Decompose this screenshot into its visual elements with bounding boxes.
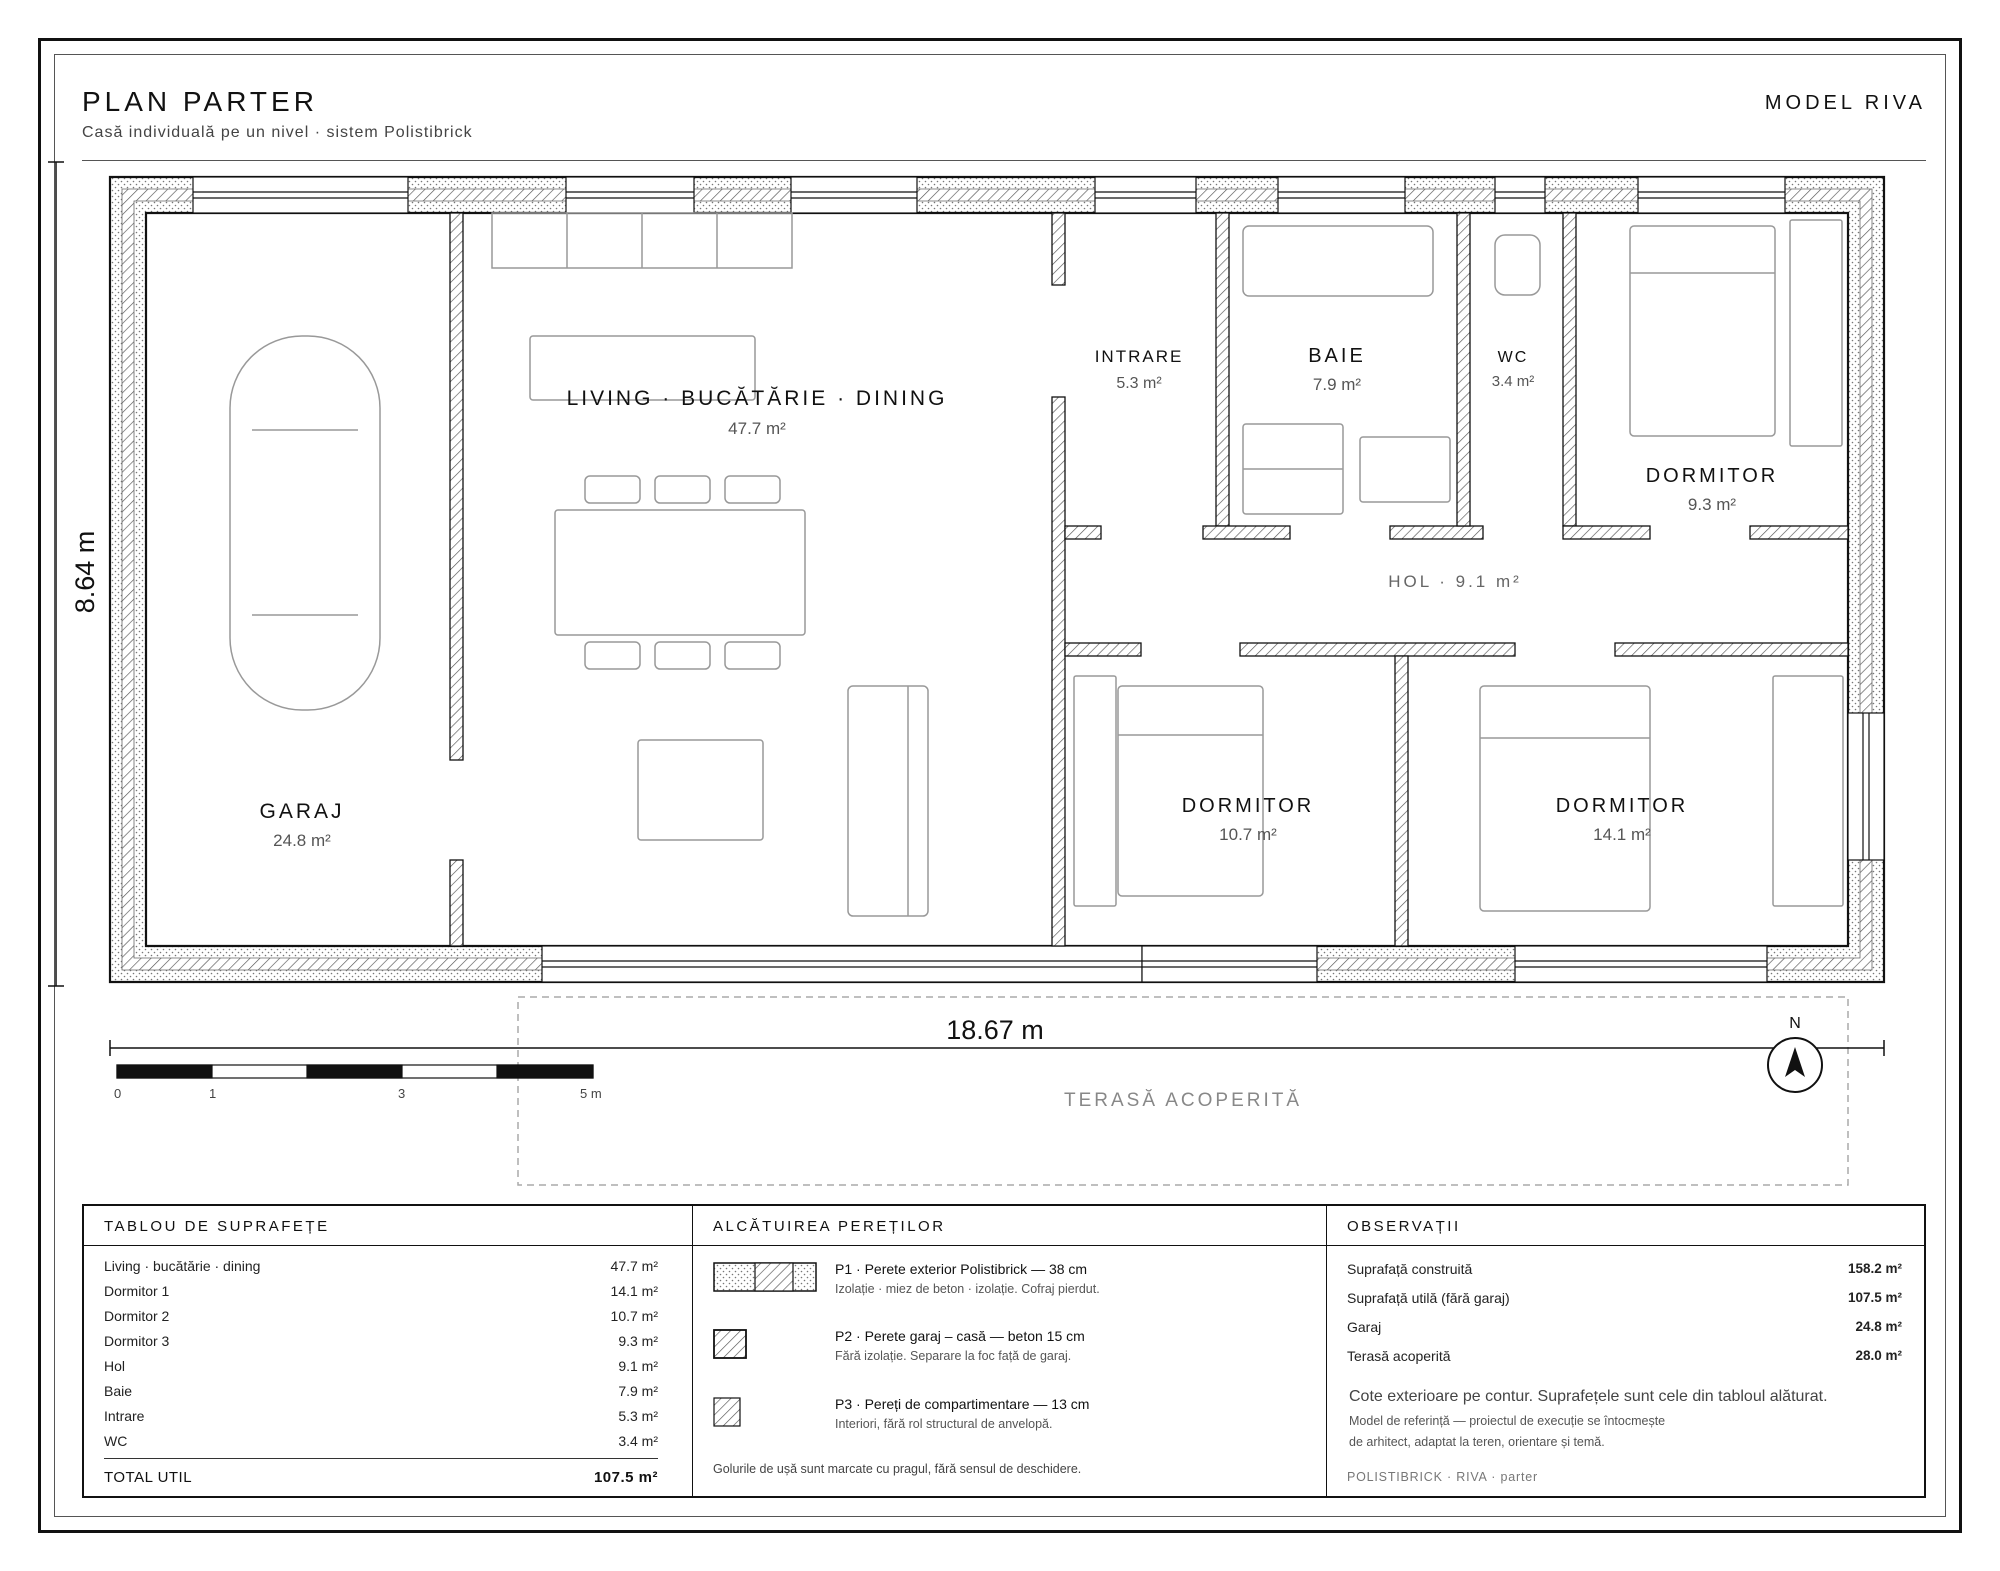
room-area-dormitor-1: 14.1 m²: [1593, 825, 1651, 844]
room-area-dormitor-2: 10.7 m²: [1219, 825, 1277, 844]
dimension-lines: [48, 162, 1884, 1056]
row-name: Living · bucătărie · dining: [104, 1258, 261, 1274]
room-area-dormitor-3: 9.3 m²: [1687, 495, 1737, 514]
row-name: Dormitor 2: [104, 1308, 170, 1324]
room-area-baie: 7.9 m²: [1312, 375, 1362, 394]
row-value: 9.3 m²: [618, 1333, 658, 1349]
wall-swatch-p1: [713, 1261, 817, 1293]
room-name-dormitor-1: DORMITOR: [1555, 795, 1689, 817]
room-area-wc: 3.4 m²: [1491, 373, 1535, 390]
scale-bar: [117, 1065, 593, 1078]
info-tables: [82, 1204, 1926, 1498]
area-table-rows: [104, 1258, 658, 1458]
room-label-hol: HOL · 9.1 m²: [1388, 572, 1522, 591]
north-label: N: [1789, 1015, 1801, 1032]
north-arrow-icon: [1768, 1038, 1822, 1092]
model-name: MODEL RIVA: [1764, 92, 1926, 114]
row-name: Suprafață utilă (fără garaj): [1347, 1290, 1510, 1306]
table-row: [104, 1283, 658, 1308]
row-name: Dormitor 1: [104, 1283, 170, 1299]
dimension-width: 18.67 m: [946, 1015, 1044, 1045]
total-label: TOTAL UTIL: [104, 1469, 193, 1486]
table-row: [1347, 1261, 1902, 1290]
row-value: 3.4 m²: [618, 1433, 658, 1449]
scale-tick-0: 0: [114, 1086, 122, 1101]
row-value: 10.7 m²: [610, 1308, 658, 1324]
table-row: [1347, 1348, 1902, 1377]
row-name: Suprafață construită: [1347, 1261, 1473, 1277]
row-value: 7.9 m²: [618, 1383, 658, 1399]
dimension-height: 8.64 m: [70, 530, 100, 614]
exterior-wall: [110, 177, 1884, 982]
table-row: [104, 1258, 658, 1283]
area-table: [84, 1206, 693, 1496]
wall-desc-p2: Fără izolație. Separare la foc față de garaj.: [835, 1349, 1072, 1363]
walls-legend-heading: ALCĂTUIREA PEREȚILOR: [693, 1206, 1326, 1246]
row-value: 158.2 m²: [1847, 1261, 1902, 1276]
car-outline: [230, 336, 380, 710]
walls-legend: [693, 1206, 1327, 1496]
wall-desc-p3: Interiori, fără rol structural de anvelopă.: [835, 1417, 1053, 1431]
observations-note-line-2: de arhitect, adaptat la teren, orientare și temă.: [1349, 1435, 1605, 1449]
row-value: 5.3 m²: [618, 1408, 658, 1424]
scale-tick-5: 5 m: [580, 1086, 602, 1101]
room-name-intrare: INTRARE: [1094, 347, 1184, 366]
table-row: [1347, 1319, 1902, 1348]
table-row: [104, 1383, 658, 1408]
room-name-garaj: GARAJ: [259, 800, 345, 823]
room-name-baie: BAIE: [1308, 345, 1366, 367]
wall-title-p3: P3 · Pereți de compartimentare — 13 cm: [835, 1396, 1090, 1412]
table-row: [104, 1333, 658, 1358]
area-table-heading: TABLOU DE SUPRAFEȚE: [84, 1206, 692, 1246]
row-value: 24.8 m²: [1855, 1319, 1902, 1334]
row-name: Dormitor 3: [104, 1333, 170, 1349]
table-row: [1347, 1290, 1902, 1319]
wall-title-p2: P2 · Perete garaj – casă — beton 15 cm: [835, 1328, 1085, 1344]
row-name: Baie: [104, 1383, 133, 1399]
room-area-garaj: 24.8 m²: [273, 831, 331, 850]
page-subtitle: Casă individuală pe un nivel · sistem Polistibrick: [82, 124, 473, 141]
wall-swatch-p2: [713, 1328, 817, 1360]
terrace-label: TERASĂ ACOPERITĂ: [1063, 1090, 1303, 1111]
page-title: PLAN PARTER: [82, 86, 318, 117]
wall-desc-p1: Izolație · miez de beton · izolație. Cofraj pierdut.: [835, 1282, 1100, 1296]
observations-rows: [1347, 1261, 1902, 1377]
scale-tick-3: 3: [398, 1086, 406, 1101]
bathroom-fixtures: [1243, 226, 1540, 514]
table-row: [104, 1308, 658, 1333]
table-row: [104, 1358, 658, 1383]
row-value: 14.1 m²: [610, 1283, 658, 1299]
room-labels: [259, 345, 1778, 850]
row-value: 28.0 m²: [1855, 1348, 1902, 1363]
row-value: 47.7 m²: [610, 1258, 658, 1274]
row-name: Garaj: [1347, 1319, 1382, 1335]
observations-footer: POLISTIBRICK · RIVA · parter: [1347, 1470, 1538, 1484]
observations-note-line-1: Model de referință — proiectul de execuție se întocmește: [1349, 1414, 1666, 1428]
scale-bar-ticks: [114, 1086, 602, 1101]
row-name: Terasă acoperită: [1347, 1348, 1451, 1364]
observations-note-main: Cote exterioare pe contur. Suprafețele sunt cele din tabloul alăturat.: [1349, 1388, 1828, 1405]
room-name-living: LIVING · BUCĂTĂRIE · DINING: [566, 387, 948, 410]
row-name: Intrare: [104, 1408, 145, 1424]
room-area-living: 47.7 m²: [728, 419, 786, 438]
total-value: 107.5 m²: [593, 1469, 658, 1486]
observations-heading: OBSERVAȚII: [1327, 1206, 1924, 1246]
row-value: 9.1 m²: [618, 1358, 658, 1374]
room-name-dormitor-3: DORMITOR: [1645, 465, 1779, 487]
table-row: [104, 1433, 658, 1458]
row-name: WC: [104, 1433, 128, 1449]
wall-title-p1: P1 · Perete exterior Polistibrick — 38 cm: [835, 1261, 1088, 1277]
room-name-wc: WC: [1497, 349, 1529, 366]
area-total-row: [104, 1458, 658, 1486]
wall-swatch-p3: [713, 1396, 817, 1428]
living-furniture: [492, 213, 928, 916]
table-row: [104, 1408, 658, 1433]
room-name-dormitor-2: DORMITOR: [1181, 795, 1315, 817]
row-name: Hol: [104, 1358, 126, 1374]
row-value: 107.5 m²: [1847, 1290, 1902, 1305]
scale-tick-1: 1: [209, 1086, 217, 1101]
room-area-intrare: 5.3 m²: [1116, 375, 1162, 392]
walls-note: Golurile de ușă sunt marcate cu pragul, fără sensul de deschidere.: [713, 1462, 1082, 1476]
observations: [1327, 1206, 1924, 1496]
